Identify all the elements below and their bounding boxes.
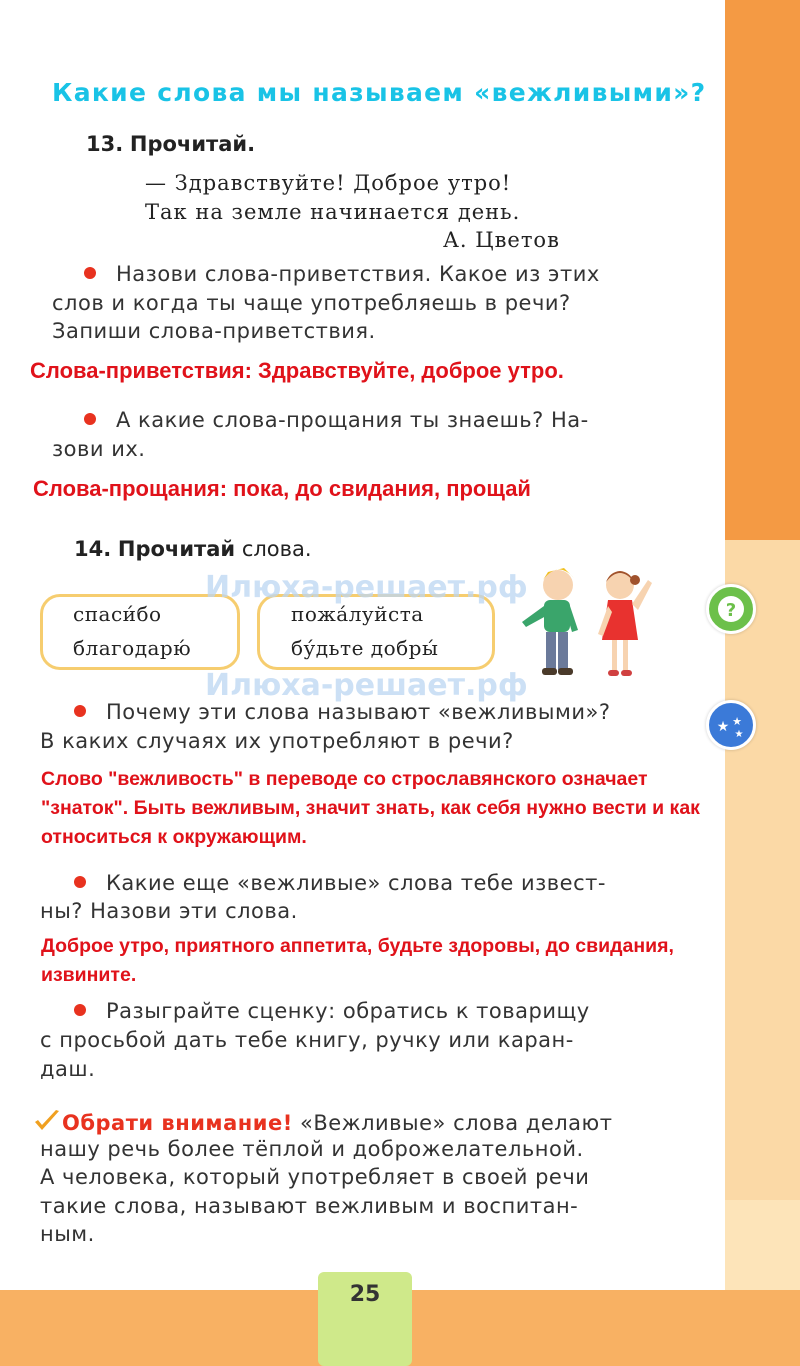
- svg-text:?: ?: [725, 600, 737, 621]
- task-text: зови их.: [52, 437, 146, 461]
- word-box: [40, 594, 240, 670]
- note-text: «Вежливые» слова делают: [300, 1111, 613, 1135]
- svg-text:★: ★: [734, 729, 744, 740]
- note-text: А человека, который употребляет в своей речи: [40, 1165, 590, 1189]
- polite-word: благодарю́: [73, 636, 192, 660]
- note-text: ным.: [40, 1222, 95, 1246]
- svg-text:★: ★: [716, 719, 730, 735]
- task-text: Почему эти слова называют «вежливыми»?: [74, 700, 610, 724]
- task-text: Назови слова-приветствия. Какое из этих: [84, 262, 600, 286]
- bullet-icon: [74, 876, 86, 888]
- poem-line: — Здравствуйте! Доброе утро!: [145, 171, 512, 195]
- task-text: Разыграйте сценку: обратись к товарищу: [74, 999, 590, 1023]
- note-first-line: [32, 1108, 612, 1135]
- children-illustration: [508, 560, 668, 685]
- task-text: с просьбой дать тебе книгу, ручку или каран-: [40, 1028, 574, 1052]
- poem-author: А. Цветов: [443, 228, 560, 252]
- exercise-number: 14.: [74, 537, 112, 561]
- page-title: Какие слова мы называем «вежливыми»?: [52, 78, 707, 107]
- poem-line: Так на земле начинается день.: [145, 200, 521, 224]
- polite-word: спаси́бо: [73, 602, 162, 626]
- checkmark-icon: [32, 1108, 62, 1134]
- page-number: 25: [349, 1282, 381, 1307]
- task-text: Запиши слова-приветствия.: [52, 319, 376, 343]
- polite-word: бу́дьте добры́: [291, 636, 439, 660]
- note-title: Обрати внимание!: [62, 1111, 293, 1135]
- note-text: такие слова, называют вежливым и воспитан-: [40, 1194, 579, 1218]
- answer-text: Слово "вежливость" в переводе со строславянского означает "знаток". Быть вежливым, значит знать, как себя нужно вести и как относиться к окружающим.: [41, 768, 700, 848]
- task-text: В каких случаях их употребляют в речи?: [40, 729, 514, 753]
- bullet-icon: [74, 705, 86, 717]
- answer-text: Доброе утро, приятного аппетита, будьте здоровы, до свидания, извините.: [41, 935, 674, 986]
- bullet-icon: [84, 267, 96, 279]
- watermark: Илюха-решает.рф: [205, 668, 528, 703]
- exercise-verb-rest: слова.: [241, 537, 312, 561]
- task-text: Какие еще «вежливые» слова тебе извест-: [74, 871, 606, 895]
- task-text: А какие слова-прощания ты знаешь? На-: [84, 408, 589, 432]
- bullet-icon: [74, 1004, 86, 1016]
- task-text: слов и когда ты чаще употребляешь в речи?: [52, 291, 571, 315]
- watermark: Илюха-решает.рф: [205, 570, 528, 605]
- task-text: ны? Назови эти слова.: [40, 899, 298, 923]
- exercise-number: 13.: [86, 132, 124, 156]
- svg-text:★: ★: [732, 715, 742, 728]
- answer-text: Слова-приветствия: Здравствуйте, доброе утро.: [30, 358, 564, 383]
- word-box: [257, 594, 495, 670]
- task-text: даш.: [40, 1057, 96, 1081]
- answer-text: Слова-прощания: пока, до свидания, прощай: [33, 476, 531, 501]
- stars-icon[interactable]: [706, 700, 756, 750]
- exercise-13-heading: [86, 132, 255, 156]
- polite-word: пожа́луйста: [291, 602, 424, 626]
- exercise-verb: Прочитай: [117, 537, 236, 561]
- question-icon[interactable]: [706, 584, 756, 634]
- bullet-icon: [84, 413, 96, 425]
- exercise-verb: Прочитай.: [129, 132, 256, 156]
- note-text: нашу речь более тёплой и доброжелательной.: [40, 1137, 584, 1161]
- exercise-14-heading: [74, 537, 312, 561]
